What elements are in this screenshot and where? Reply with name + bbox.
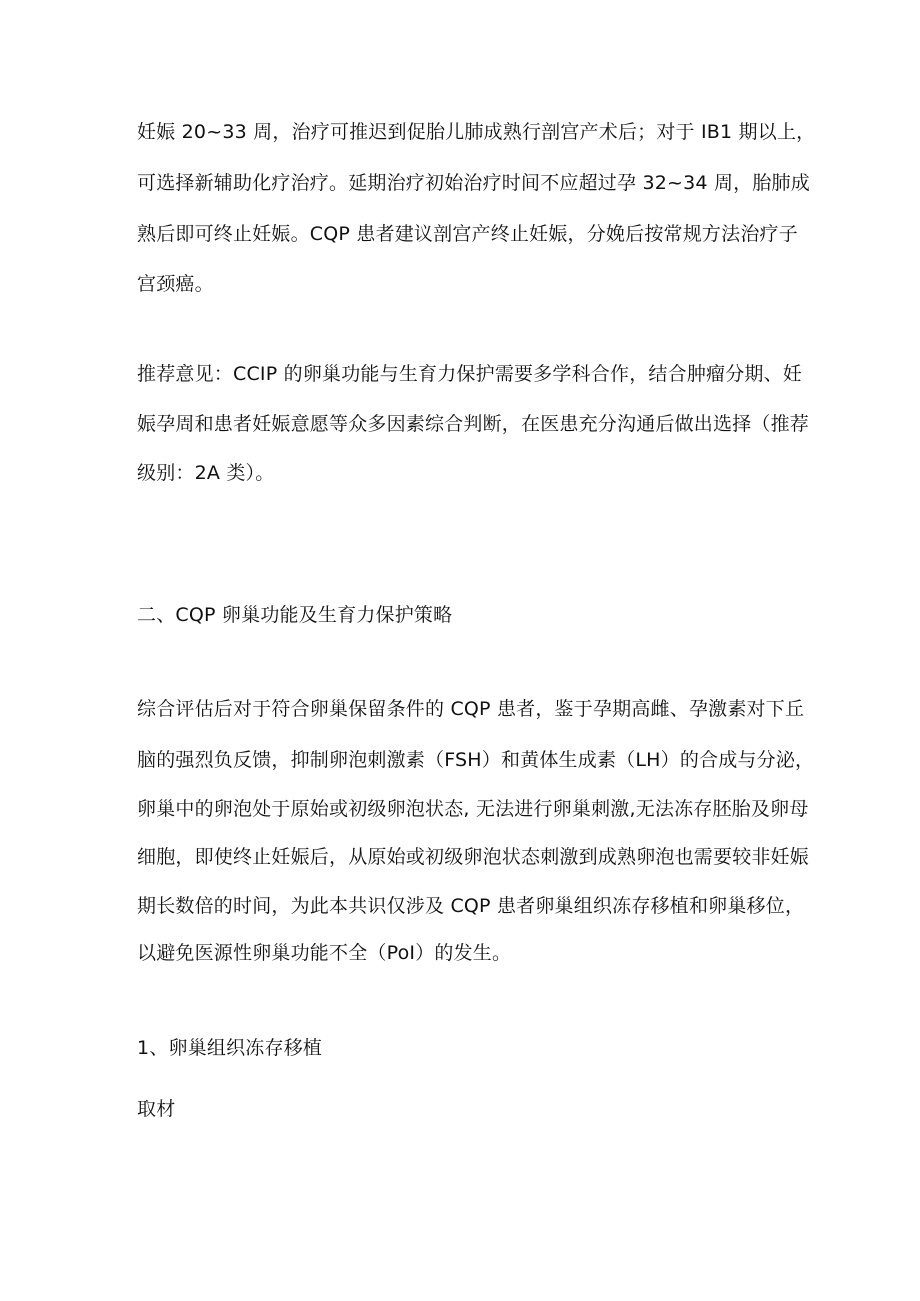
paragraph-3-line-2: 脑的强烈负反馈，抑制卵泡刺激素（FSH）和黄体生成素（LH）的合成与分泌， [137, 749, 815, 771]
paragraph-3-line-5: 期长数倍的时间，为此本共识仅涉及 CQP 患者卵巢组织冻存移植和卵巢移位， [137, 895, 805, 917]
paragraph-1-line-3: 熟后即可终止妊娠。CQP 患者建议剖宫产终止妊娠，分娩后按常规方法治疗子 [137, 223, 798, 245]
subheading: 1、卵巢组织冻存移植 [137, 1037, 323, 1059]
paragraph-3-line-3: 卵巢中的卵泡处于原始或初级卵泡状态, 无法进行卵巢刺激,无法冻存胚胎及卵母 [137, 798, 809, 820]
paragraph-1-line-2: 可选择新辅助化疗治疗。延期治疗初始治疗时间不应超过孕 32~34 周，胎肺成 [137, 172, 810, 194]
paragraph-2-line-2: 娠孕周和患者妊娠意愿等众多因素综合判断，在医患充分沟通后做出选择（推荐 [137, 413, 810, 435]
section-heading: 二、CQP 卵巢功能及生育力保护策略 [137, 604, 453, 626]
paragraph-2-line-3: 级别：2A 类）。 [137, 462, 275, 484]
sub-subheading: 取材 [137, 1098, 176, 1120]
paragraph-3-line-4: 细胞，即使终止妊娠后，从原始或初级卵泡状态刺激到成熟卵泡也需要较非妊娠 [137, 846, 810, 868]
paragraph-3-line-1: 综合评估后对于符合卵巢保留条件的 CQP 患者，鉴于孕期高雌、孕激素对下丘 [137, 698, 805, 720]
paragraph-2-line-1: 推荐意见：CCIP 的卵巢功能与生育力保护需要多学科合作，结合肿瘤分期、妊 [137, 363, 803, 385]
paragraph-1-line-1: 妊娠 20~33 周，治疗可推迟到促胎儿肺成熟行剖宫产术后；对于 IB1 期以上， [137, 121, 816, 143]
paragraph-1-line-4: 宫颈癌。 [137, 273, 214, 295]
paragraph-3-line-6: 以避免医源性卵巢功能不全（PoI）的发生。 [137, 942, 512, 964]
